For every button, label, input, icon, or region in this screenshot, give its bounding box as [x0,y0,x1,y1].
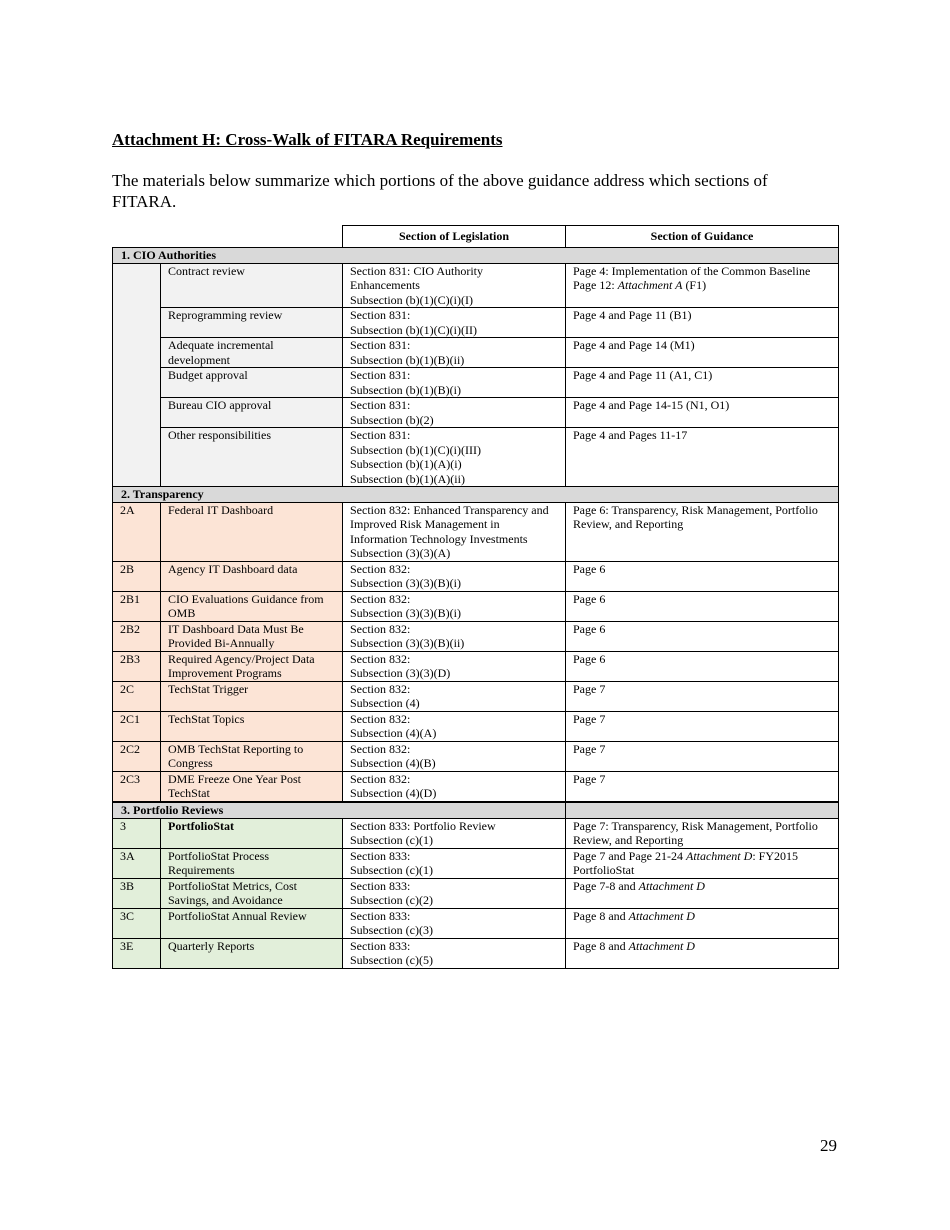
guidance-text: Page 7 and Page 21-24 [573,848,686,863]
cell-line: Subsection (4)(D) [350,786,437,800]
table-row [113,338,839,368]
section-blank [566,803,839,819]
legislation-cell [343,502,566,561]
cell-line: Section 833: [350,848,411,863]
requirement-cell: CIO Evaluations Guidance from OMB [161,591,343,621]
section-title: 3. Portfolio Reviews [113,803,566,819]
legislation-cell [343,848,566,878]
guidance-cell [566,621,839,651]
intro-paragraph: The materials below summarize which portions of the above guidance address which sections of FITARA. [112,171,768,211]
requirement-cell: Contract review [161,263,343,308]
cell-line: Subsection (b)(1)(A)(ii) [350,471,465,486]
guidance-cell [566,502,839,561]
row-id-cell: 2C [113,681,161,711]
cell-line: Subsection (3)(3)(D) [350,666,451,680]
cell-line: Subsection (4) [350,696,420,710]
cell-line: Subsection (b)(1)(B)(ii) [350,352,465,367]
guidance-text: Page 8 and [573,938,629,953]
requirement-cell: Bureau CIO approval [161,398,343,428]
table-row [113,591,839,621]
legislation-cell [343,651,566,681]
guidance-cell [566,338,839,368]
cell-line: Page 7 [573,771,606,786]
table-row [113,848,839,878]
cell-line: Subsection (b)(1)(B)(i) [350,382,461,397]
table-row [113,561,839,591]
guidance-attachment: Attachment D [685,848,753,863]
guidance-mixed-line [573,879,831,894]
legislation-cell [343,308,566,338]
table-row [113,263,839,308]
row-id-cell: 2B [113,561,161,591]
crosswalk-table [112,225,839,802]
guidance-attachment: Attachment A [617,278,683,292]
requirement-cell: TechStat Topics [161,711,343,741]
cell-line: Page 7 [573,681,606,696]
cell-line: Section 831: [350,398,411,412]
guidance-cell [566,848,839,878]
cell-line: Section 833: Portfolio Review [350,818,496,833]
requirement-cell: Required Agency/Project Data Improvement Programs [161,651,343,681]
legislation-cell [343,368,566,398]
section-row [113,248,839,264]
row-id-cell: 3B [113,878,161,908]
table-row [113,621,839,651]
cell-line: Page 7 [573,711,606,726]
requirement-cell: PortfolioStat Annual Review [161,908,343,938]
requirement-cell: IT Dashboard Data Must Be Provided Bi-Annually [161,621,343,651]
guidance-cell [566,681,839,711]
requirement-cell: Quarterly Reports [161,938,343,968]
indent-cell [113,263,161,487]
cell-line: Page 4: Implementation of the Common Baseline [573,263,811,278]
legislation-cell [343,771,566,801]
cell-line: Section 832: [350,741,411,756]
requirement-cell: DME Freeze One Year Post TechStat [161,771,343,801]
table-row [113,908,839,938]
table-row [113,368,839,398]
legislation-cell [343,621,566,651]
guidance-mixed-line [573,849,831,864]
requirement-cell: PortfolioStat Metrics, Cost Savings, and Avoidance [161,878,343,908]
guidance-cell [566,908,839,938]
cell-line: Subsection (c)(1) [350,863,433,877]
cell-line: Section 832: Enhanced Transparency and [350,502,549,517]
cell-line: Page 4 and Pages 11-17 [573,428,688,442]
cell-line: Subsection (3)(3)(A) [350,546,451,560]
requirement-cell: Agency IT Dashboard data [161,561,343,591]
legislation-cell [343,338,566,368]
legislation-cell [343,398,566,428]
cell-line: Review, and Reporting [573,833,684,847]
cell-line: Enhancements [350,278,420,292]
table-row [113,818,839,848]
table-row [113,711,839,741]
row-id-cell: 3 [113,818,161,848]
table-row [113,878,839,908]
cell-line: Subsection (b)(2) [350,412,434,427]
cell-line: Subsection (4)(B) [350,756,436,770]
cell-line: Subsection (4)(A) [350,726,437,740]
row-id-cell: 3C [113,908,161,938]
guidance-cell [566,741,839,771]
cell-line: Page 4 and Page 14 (M1) [573,338,695,352]
guidance-cell [566,938,839,968]
cell-line: Section 833: [350,908,411,923]
cell-line: Page 7: Transparency, Risk Management, Portfolio [573,818,818,833]
guidance-mixed-line [573,939,831,954]
table-row [113,502,839,561]
legislation-cell [343,741,566,771]
section-title: 1. CIO Authorities [113,248,839,264]
cell-line: Section 832: [350,681,411,696]
cell-line: Information Technology Investments [350,531,528,546]
guidance-cell [566,651,839,681]
legislation-cell [343,263,566,308]
guidance-cell [566,591,839,621]
cell-line: Subsection (3)(3)(B)(i) [350,606,461,620]
cell-line: Subsection (b)(1)(A)(i) [350,457,462,471]
section-title: 2. Transparency [113,487,839,503]
cell-line: Page 6 [573,621,606,636]
requirement-cell: TechStat Trigger [161,681,343,711]
cell-line: Subsection (c)(3) [350,923,433,937]
guidance-attachment: Attachment D [628,908,695,923]
cell-line: Subsection (b)(1)(C)(i)(I) [350,292,473,307]
cell-line: Section 833: [350,938,411,953]
guidance-text: Page 7-8 and [573,878,639,893]
guidance-text: : FY2015 [752,848,798,863]
cell-line: Review, and Reporting [573,517,684,531]
cell-line: Section 832: [350,771,411,786]
cell-line: Section 831: CIO Authority [350,263,483,278]
guidance-mixed-line [573,278,831,293]
legislation-cell [343,908,566,938]
requirement-cell: Other responsibilities [161,428,343,487]
legislation-cell [343,428,566,487]
cell-line: Subsection (c)(5) [350,953,433,967]
table-row [113,741,839,771]
cell-line: Section 832: [350,711,411,726]
requirement-cell: Reprogramming review [161,308,343,338]
row-id-cell: 2C2 [113,741,161,771]
cell-line: Subsection (c)(1) [350,833,433,847]
cell-line: Section 831: [350,308,411,322]
cell-line: PortfolioStat [573,863,635,877]
legislation-cell [343,681,566,711]
guidance-text: (F1) [682,278,707,292]
row-id-cell: 2B2 [113,621,161,651]
header-blank [113,226,343,248]
page-heading: Attachment H: Cross-Walk of FITARA Requirements [112,130,503,149]
guidance-cell [566,711,839,741]
cell-line: Subsection (c)(2) [350,893,433,907]
cell-line: Page 4 and Page 11 (A1, C1) [573,368,713,382]
cell-line: Section 831: [350,428,411,442]
cell-line: Page 6 [573,651,606,666]
page-number: 29 [820,1136,837,1155]
table-row [113,308,839,338]
cell-line: Page 4 and Page 14-15 (N1, O1) [573,398,730,412]
table-row [113,681,839,711]
legislation-cell [343,878,566,908]
guidance-attachment: Attachment D [638,878,705,893]
cell-line: Section 831: [350,338,411,352]
guidance-cell [566,561,839,591]
guidance-attachment: Attachment D [628,938,695,953]
requirement-cell: OMB TechStat Reporting to Congress [161,741,343,771]
legislation-cell [343,938,566,968]
guidance-cell [566,771,839,801]
requirement-cell: Adequate incremental development [161,338,343,368]
section-row [113,487,839,503]
table-row [113,428,839,487]
table-row [113,938,839,968]
cell-line: Page 6 [573,591,606,606]
requirement-cell: PortfolioStat Process Requirements [161,848,343,878]
row-id-cell: 2C1 [113,711,161,741]
guidance-text: Page 12: [573,278,618,292]
row-id-cell: 3E [113,938,161,968]
guidance-cell [566,428,839,487]
portfolio-table [112,802,839,969]
section-row [113,803,839,819]
guidance-cell [566,878,839,908]
cell-line: Section 832: [350,561,411,576]
header-row [113,226,839,248]
cell-line: Section 832: [350,621,411,636]
legislation-cell [343,711,566,741]
table-row [113,398,839,428]
legislation-cell [343,591,566,621]
cell-line: Subsection (3)(3)(B)(ii) [350,636,465,650]
guidance-cell [566,818,839,848]
table-row [113,771,839,801]
cell-line: Subsection (3)(3)(B)(i) [350,576,461,590]
guidance-text: Page 8 and [573,908,629,923]
table-row [113,651,839,681]
guidance-cell [566,368,839,398]
requirement-cell: Federal IT Dashboard [161,502,343,561]
row-id-cell: 2B1 [113,591,161,621]
cell-line: Page 4 and Page 11 (B1) [573,308,692,322]
cell-line: Page 6 [573,561,606,576]
header-legislation: Section of Legislation [343,226,566,248]
cell-line: Section 832: [350,591,411,606]
cell-line: Page 6: Transparency, Risk Management, Portfolio [573,502,818,517]
legislation-cell [343,818,566,848]
row-id-cell: 2C3 [113,771,161,801]
row-id-cell: 3A [113,848,161,878]
cell-line: Subsection (b)(1)(C)(i)(III) [350,442,481,457]
row-id-cell: 2B3 [113,651,161,681]
requirement-cell: PortfolioStat [161,818,343,848]
guidance-mixed-line [573,909,831,924]
cell-line: Section 832: [350,651,411,666]
header-guidance: Section of Guidance [566,226,839,248]
cell-line: Improved Risk Management in [350,517,500,531]
guidance-cell [566,398,839,428]
cell-line: Page 7 [573,741,606,756]
cell-line: Section 831: [350,368,411,382]
cell-line: Subsection (b)(1)(C)(i)(II) [350,322,477,337]
legislation-cell [343,561,566,591]
requirement-cell: Budget approval [161,368,343,398]
row-id-cell: 2A [113,502,161,561]
guidance-cell [566,308,839,338]
guidance-cell [566,263,839,308]
cell-line: Section 833: [350,878,411,893]
